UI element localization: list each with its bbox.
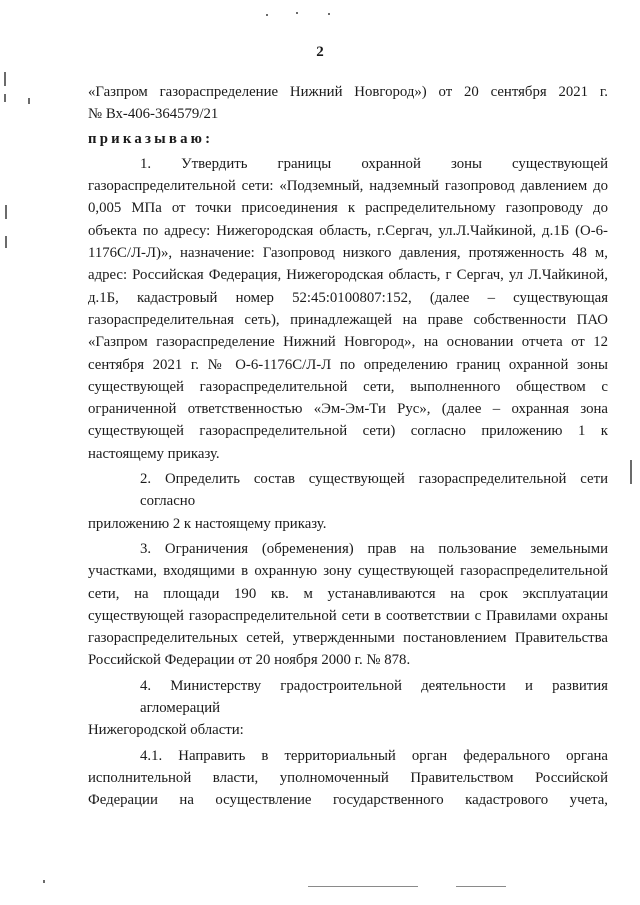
scan-speck xyxy=(5,205,7,219)
text-line: 2. Определить состав существующей газораспределительной сети согласно xyxy=(140,471,608,510)
text-line: адрес: Российская Федерация, Нижегородская область, г Сергач, ул Л.Чайкиной, xyxy=(88,267,608,284)
order-word: приказываю: xyxy=(88,130,214,147)
text-line: 4.1. Направить в территориальный орган федерального органа xyxy=(140,747,608,764)
text-line: сети, на площади 190 кв. м устанавливаются на срок эксплуатации xyxy=(88,585,608,602)
text-line: д.1Б, кадастровый номер 52:45:0100807:152, (далее – существующая xyxy=(88,289,608,306)
text-line: существующей газораспределительной сети в соответствии с Правилами охраны xyxy=(88,607,608,624)
text-line: объекта по адресу: Нижегородская область, г.Сергач, ул.Л.Чайкиной, д.1Б (О-6- xyxy=(88,222,608,239)
scan-bottom-line xyxy=(456,886,506,887)
document-body xyxy=(88,81,608,812)
scan-speck xyxy=(266,14,268,16)
text-line: «Газпром газораспределение Нижний Новгород») от 20 сентября 2021 г. xyxy=(88,84,608,100)
text-line: Федерации на осуществление государственного кадастрового учета, xyxy=(88,792,608,809)
text-line: газораспределительной сети: «Подземный, надземный газопровод давлением до xyxy=(88,178,608,195)
paragraph-2 xyxy=(88,468,608,535)
text-line: исполнительной власти, уполномоченный Правительством Российской xyxy=(88,769,608,786)
scan-bottom-line xyxy=(308,886,418,887)
text-line: 3. Ограничения (обременения) прав на пользование земельными xyxy=(140,540,608,557)
text-line: 1. Утвердить границы охранной зоны существующей xyxy=(140,155,608,172)
scan-speck xyxy=(296,12,298,14)
text-line: «Газпром газораспределение Нижний Новгород», на основании отчета от 12 xyxy=(88,334,608,351)
text-line: участками, входящими в охранную зону существующей газораспределительной xyxy=(88,563,608,580)
text-line: Нижегородской области: xyxy=(88,722,244,739)
text-line: ограниченной ответственностью «Эм-Эм-Ти Рус», (далее – охранная зона xyxy=(88,401,608,418)
scan-speck xyxy=(43,880,45,883)
text-line: газораспределительных сетей, утвержденными постановлением Правительства xyxy=(88,630,608,647)
text-line: сентября 2021 г. № О-6-1176С/Л-Л по определению границ охранной зоны xyxy=(88,356,608,373)
text-line: настоящему приказу. xyxy=(88,445,220,462)
text-line: Российской Федерации от 20 ноября 2000 г. № 878. xyxy=(88,652,411,669)
text-line: 1176С/Л-Л)», назначение: Газопровод низкого давления, протяженность 48 м, xyxy=(88,245,608,262)
text-line: газораспределительная сеть), принадлежащей на праве собственности ПАО xyxy=(88,311,608,328)
paragraph-1 xyxy=(88,153,608,465)
text-line: 4. Министерству градостроительной деятельности и развития агломераций xyxy=(140,677,608,717)
paragraph-4 xyxy=(88,675,608,742)
scan-speck xyxy=(4,94,6,102)
scan-speck xyxy=(328,13,330,15)
paragraph-3 xyxy=(88,538,608,672)
text-line: № Вх-406-364579/21 xyxy=(88,106,219,123)
text-line: существующей газораспределительной сети) согласно приложению 1 к xyxy=(88,423,608,440)
text-line: 0,005 МПа от точки присоединения к распределительному газопроводу до xyxy=(88,200,608,217)
page-number: 2 xyxy=(316,44,324,60)
scan-speck xyxy=(28,98,30,104)
text-line: приложению 2 к настоящему приказу. xyxy=(88,515,327,532)
scan-speck xyxy=(630,460,632,484)
scan-speck xyxy=(4,72,6,86)
intro-paragraph xyxy=(88,81,608,126)
paragraph-4-1 xyxy=(88,745,608,812)
text-line: существующей газораспределительной сети, выполненного обществом с xyxy=(88,378,608,395)
scan-speck xyxy=(5,236,7,248)
